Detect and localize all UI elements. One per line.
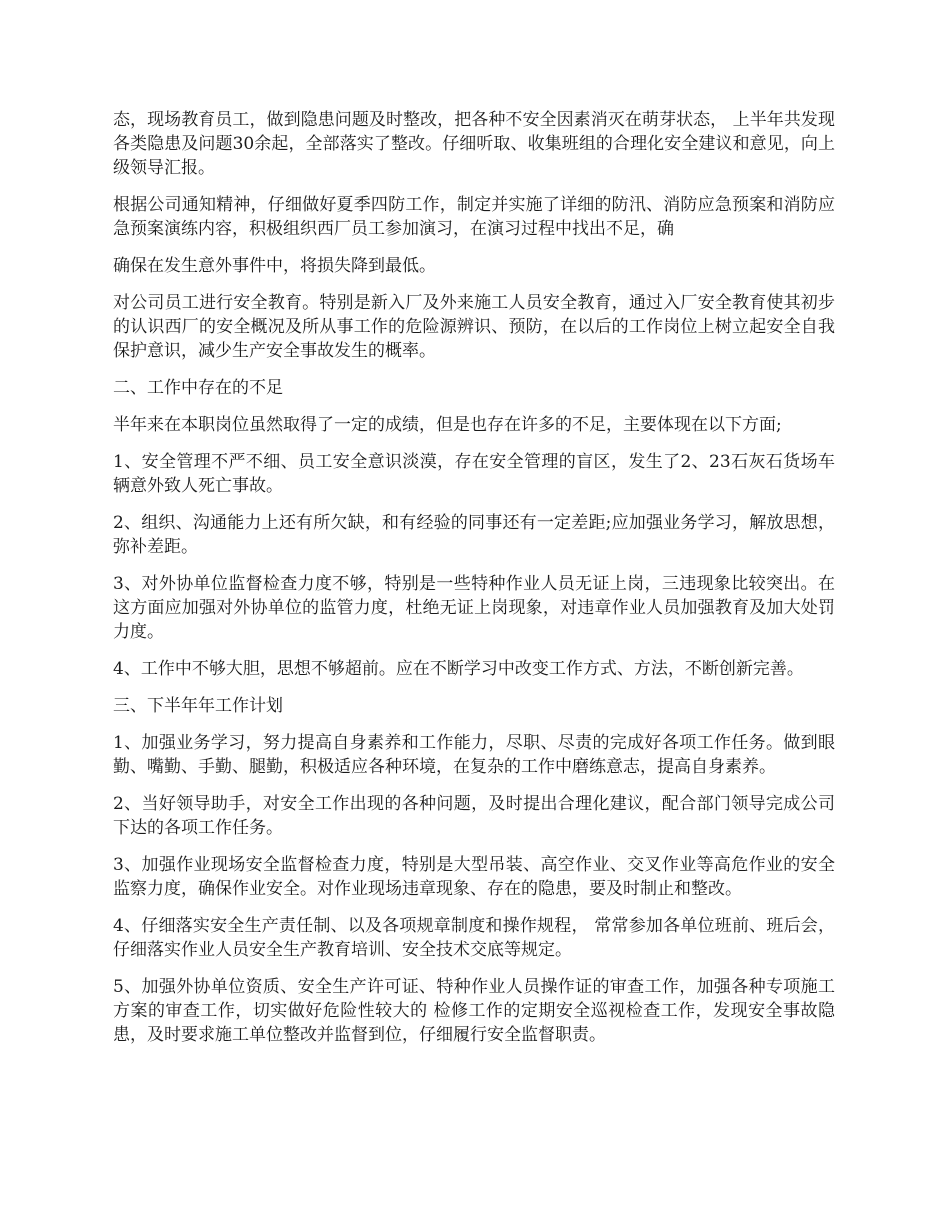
list-item-shortcoming-3: 3、对外协单位监督检查力度不够，特别是一些特种作业人员无证上岗，三违现象比较突出。在这方面应加强对外协单位的监管力度，杜绝无证上岗现象，对违章作业人员加强教育及加大处罚力度。 bbox=[113, 574, 835, 642]
paragraph-minimize-loss: 确保在发生意外事件中，将损失降到最低。 bbox=[113, 256, 436, 276]
paragraph-safety-education: 对公司员工进行安全教育。特别是新入厂及外来施工人员安全教育，通过入厂安全教育使其初步的认识西厂的安全概况及所从事工作的危险源辨识、预防，在以后的工作岗位上树立起安全自我保护意识，减少生产安全事故发生的概率。 bbox=[113, 293, 835, 361]
paragraph-shortcomings-intro: 半年来在本职岗位虽然取得了一定的成绩，但是也存在许多的不足，主要体现在以下方面; bbox=[113, 415, 782, 435]
list-item-plan-2: 2、当好领导助手，对安全工作出现的各种问题，及时提出合理化建议，配合部门领导完成公司下达的各项工作任务。 bbox=[113, 794, 835, 838]
section-heading-work-plan: 三、下半年年工作计划 bbox=[113, 696, 283, 716]
list-item-shortcoming-2: 2、组织、沟通能力上还有所欠缺，和有经验的同事还有一定差距;应加强业务学习，解放思想，弥补差距。 bbox=[113, 513, 835, 557]
paragraph-hazard-rectification: 态，现场教育员工，做到隐患问题及时整改，把各种不安全因素消灭在萌芽状态， 上半年共发现各类隐患及问题30余起，全部落实了整改。仔细听取、收集班组的合理化安全建议和意见，向上级领导汇报。 bbox=[113, 110, 835, 178]
paragraph-summer-prevention: 根据公司通知精神，仔细做好夏季四防工作，制定并实施了详细的防汛、消防应急预案和消防应急预案演练内容，积极组织西厂员工参加演习，在演习过程中找出不足，确 bbox=[113, 195, 835, 239]
list-item-shortcoming-4: 4、工作中不够大胆，思想不够超前。应在不断学习中改变工作方式、方法，不断创新完善。 bbox=[113, 659, 804, 679]
document-page bbox=[113, 108, 835, 1060]
list-item-plan-4: 4、仔细落实安全生产责任制、以及各项规章制度和操作规程， 常常参加各单位班前、班后会，仔细落实作业人员安全生产教育培训、安全技术交底等规定。 bbox=[113, 916, 835, 960]
section-heading-shortcomings: 二、工作中存在的不足 bbox=[113, 378, 283, 398]
list-item-plan-1: 1、加强业务学习，努力提高自身素养和工作能力，尽职、尽责的完成好各项工作任务。做到眼勤、嘴勤、手勤、腿勤，积极适应各种环境，在复杂的工作中磨练意志，提高自身素养。 bbox=[113, 733, 835, 777]
list-item-shortcoming-1: 1、安全管理不严不细、员工安全意识淡漠，存在安全管理的盲区，发生了2、23石灰石货场车辆意外致人死亡事故。 bbox=[113, 452, 835, 496]
list-item-plan-5: 5、加强外协单位资质、安全生产许可证、特种作业人员操作证的审查工作，加强各种专项施工方案的审查工作，切实做好危险性较大的 检修工作的定期安全巡视检查工作，发现安全事故隐患，及时要求施工单位整改并监督到位，仔细履行安全监督职责。 bbox=[113, 977, 835, 1045]
list-item-plan-3: 3、加强作业现场安全监督检查力度，特别是大型吊装、高空作业、交叉作业等高危作业的安全监察力度，确保作业安全。对作业现场违章现象、存在的隐患，要及时制止和整改。 bbox=[113, 855, 835, 899]
